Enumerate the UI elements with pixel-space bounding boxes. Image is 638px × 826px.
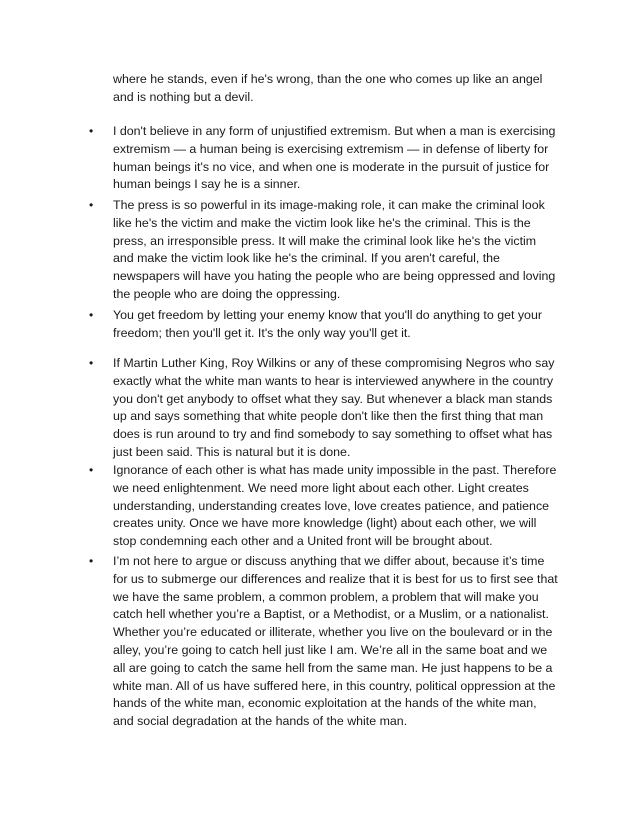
bullet-icon: •	[89, 356, 94, 370]
text-line: stop condemning each other and a United front will be brought about.	[113, 534, 493, 549]
continuation-paragraph	[113, 71, 585, 107]
text-line: I’m not here to argue or discuss anything that we differ about, because it’s time	[113, 554, 545, 568]
bullet-paragraph	[113, 462, 585, 551]
bullet-icon: •	[89, 124, 94, 138]
text-line: we need enlightenment. We need more light about each other. Light creates	[113, 480, 529, 495]
text-line: human beings it's no vice, and when one is moderate in the pursuit of justice for	[113, 159, 550, 174]
bullet-paragraph	[113, 197, 585, 304]
text-line: extremism — a human being is exercising extremism — in defense of liberty for	[113, 141, 549, 156]
text-line: the people who are doing the oppressing.	[113, 286, 341, 301]
bullet-paragraph	[113, 553, 585, 731]
text-line: If Martin Luther King, Roy Wilkins or any of these compromising Negros who say	[113, 356, 555, 370]
text-line: press, an irresponsible press. It will make the criminal look like he's the victim	[113, 233, 537, 248]
text-line: you don't get anybody to offset what they say. But whenever a black man stands	[113, 391, 553, 406]
bullet-icon: •	[89, 198, 94, 212]
text-line: just been said. This is natural but it is done.	[113, 444, 351, 459]
text-line: human beings I say he is a sinner.	[113, 177, 301, 192]
text-line: does is run around to try and find somebody to say something to offset what has	[113, 427, 553, 442]
text-line: Whether you’re educated or illiterate, whether you live on the boulevard or in the	[113, 625, 553, 640]
text-line: for us to submerge our differences and realize that it is best for us to first see that	[113, 571, 558, 586]
text-line: white man. All of us have suffered here, in this country, political oppression at the	[113, 678, 556, 693]
text-line: alley, you’re going to catch hell just like I am. We’re all in the same boat and we	[113, 642, 548, 657]
text-line: freedom; then you'll get it. It's the only way you'll get it.	[113, 325, 411, 340]
text-line: we have the same problem, a common problem, a problem that will make you	[113, 589, 539, 604]
text-line: catch hell whether you’re a Baptist, or a Methodist, or a Muslim, or a nationalist.	[113, 607, 549, 622]
text-line: up and says something that white people don't like then the first thing that man	[113, 409, 544, 424]
text-line: The press is so powerful in its image-making role, it can make the criminal look	[113, 198, 545, 212]
text-line: I don't believe in any form of unjustified extremism. But when a man is exercising	[113, 124, 556, 138]
text-line: all are going to catch the same hell from the same man. He just happens to be a	[113, 660, 553, 675]
text-line: where he stands, even if he's wrong, than the one who comes up like an angel	[113, 72, 543, 86]
text-line: exactly what the white man wants to hear is interviewed anywhere in the country	[113, 373, 554, 388]
text-line: newspapers will have you hating the people who are being oppressed and loving	[113, 269, 556, 284]
bullet-icon: •	[89, 554, 94, 568]
bullet-paragraph	[113, 355, 585, 462]
text-line: and is nothing but a devil.	[113, 89, 254, 104]
bullet-paragraph	[113, 307, 585, 343]
text-line: and social degradation at the hands of the white man.	[113, 714, 408, 729]
text-line: Ignorance of each other is what has made unity impossible in the past. Therefore	[113, 463, 557, 477]
text-line: like he's the victim and make the victim look like he's the criminal. This is the	[113, 215, 531, 230]
text-line: hands of the white man, economic exploitation at the hands of the white man,	[113, 696, 537, 711]
text-line: understanding, understanding creates love, love creates patience, and patience	[113, 498, 550, 513]
text-line: creates unity. Once we have more knowledge (light) about each other, we will	[113, 516, 537, 531]
bullet-paragraph	[113, 123, 585, 194]
text-line: and make the victim look like he's the criminal. If you aren't careful, the	[113, 251, 500, 266]
text-line: You get freedom by letting your enemy know that you'll do anything to get your	[113, 308, 542, 322]
bullet-icon: •	[89, 308, 94, 322]
bullet-icon: •	[89, 463, 94, 477]
